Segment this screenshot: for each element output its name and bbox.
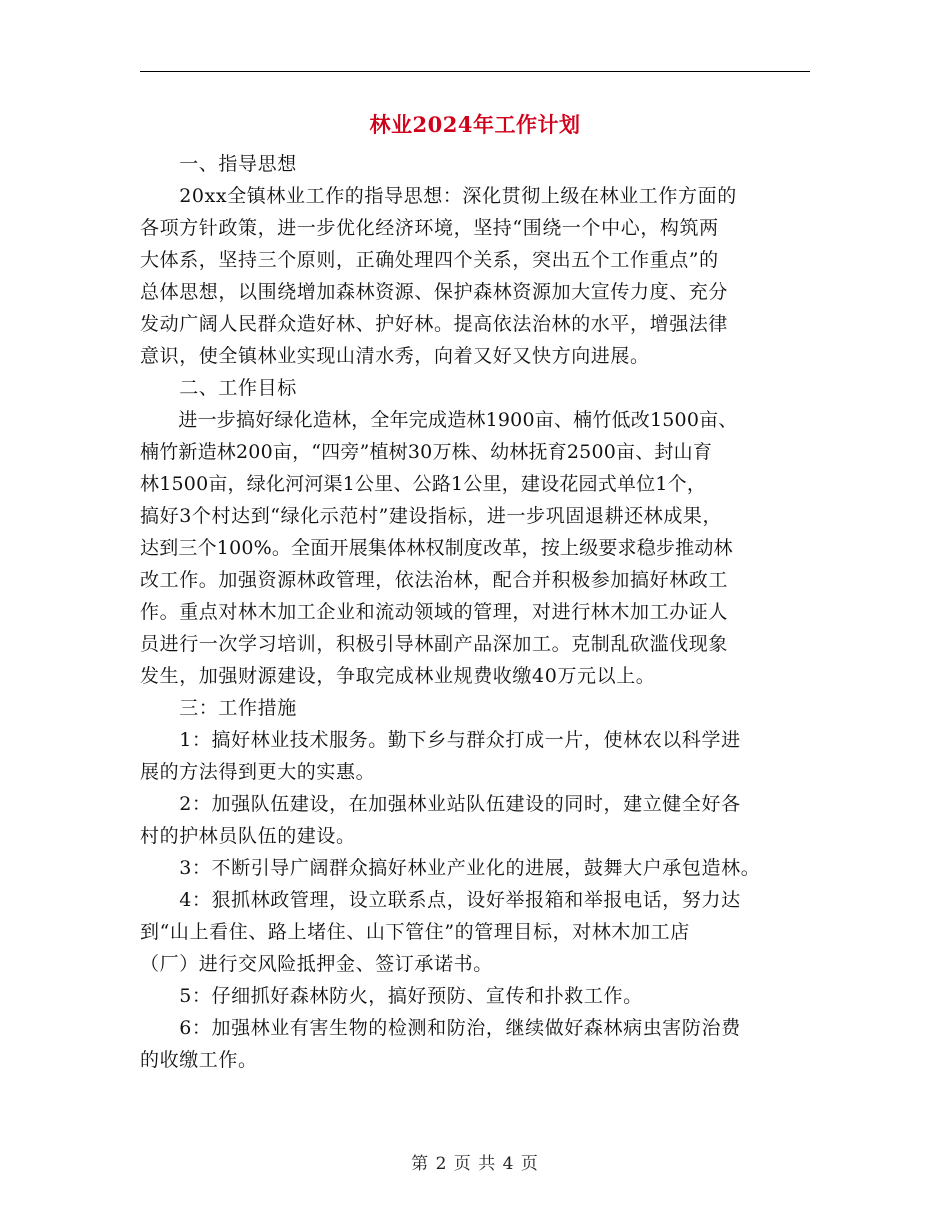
- header-rule: [140, 71, 810, 72]
- body-line: 各项方针政策，进一步优化经济环境，坚持“围绕一个中心，构筑两: [140, 217, 719, 239]
- measure-1-line: 展的方法得到更大的实惠。: [140, 761, 376, 783]
- body-line: 进一步搞好绿化造林，全年完成造林1900亩、楠竹低改1500亩、: [140, 409, 738, 431]
- body-line: 员进行一次学习培训，积极引导林副产品深加工。克制乱砍滥伐现象: [140, 633, 729, 655]
- body-line: 林1500亩，绿化河河渠1公里、公路1公里，建设花园式单位1个，: [140, 473, 707, 495]
- measure-1-line: 1：搞好林业技术服务。勤下乡与群众打成一片，使林农以科学进: [140, 729, 741, 751]
- body-line: 达到三个100%。全面开展集体林权制度改革，按上级要求稳步推动林: [140, 537, 733, 559]
- measure-6-line: 的收缴工作。: [140, 1049, 258, 1071]
- document-body: [140, 148, 810, 1076]
- measure-4-line: （厂）进行交风险抵押金、签订承诺书。: [140, 953, 493, 975]
- body-line: 总体思想，以围绕增加森林资源、保护森林资源加大宣传力度、充分: [140, 281, 729, 303]
- body-line: 发生，加强财源建设，争取完成林业规费收缴40万元以上。: [140, 665, 656, 687]
- body-line: 意识，使全镇林业实现山清水秀，向着又好又快方向进展。: [140, 345, 650, 367]
- body-line: 改工作。加强资源林政管理，依法治林，配合并积极参加搞好林政工: [140, 569, 729, 591]
- measure-4-line: 4：狠抓林政管理，设立联系点，设好举报箱和举报电话，努力达: [140, 889, 741, 911]
- heading-work-goals: 二、工作目标: [140, 377, 297, 399]
- measure-4-line: 到“山上看住、路上堵住、山下管住”的管理目标，对林木加工店: [140, 921, 690, 943]
- heading-work-measures: 三：工作措施: [140, 697, 297, 719]
- body-line: 作。重点对林木加工企业和流动领域的管理，对进行林木加工办证人: [140, 601, 729, 623]
- body-line: 搞好3个村达到“绿化示范村”建设指标，进一步巩固退耕还林成果，: [140, 505, 723, 527]
- measure-6-line: 6：加强林业有害生物的检测和防治，继续做好森林病虫害防治费: [140, 1017, 741, 1039]
- page-number-footer: 第 2 页 共 4 页: [411, 1154, 539, 1174]
- body-line: 发动广阔人民群众造好林、护好林。提高依法治林的水平，增强法律: [140, 313, 729, 335]
- measure-3-line: 3：不断引导广阔群众搞好林业产业化的进展，鼓舞大户承包造林。: [140, 857, 761, 879]
- measure-5-line: 5：仔细抓好森林防火，搞好预防、宣传和扑救工作。: [140, 985, 643, 1007]
- body-line: 大体系，坚持三个原则，正确处理四个关系，突出五个工作重点”的: [140, 249, 719, 271]
- heading-guiding-ideology: 一、指导思想: [140, 153, 297, 175]
- measure-2-line: 村的护林员队伍的建设。: [140, 825, 356, 847]
- measure-2-line: 2：加强队伍建设，在加强林业站队伍建设的同时，建立健全好各: [140, 793, 741, 815]
- body-line: 20xx全镇林业工作的指导思想：深化贯彻上级在林业工作方面的: [140, 185, 737, 207]
- document-title: 林业2024年工作计划: [369, 112, 581, 137]
- body-line: 楠竹新造林200亩，“四旁”植树30万株、幼林抚育2500亩、封山育: [140, 441, 713, 463]
